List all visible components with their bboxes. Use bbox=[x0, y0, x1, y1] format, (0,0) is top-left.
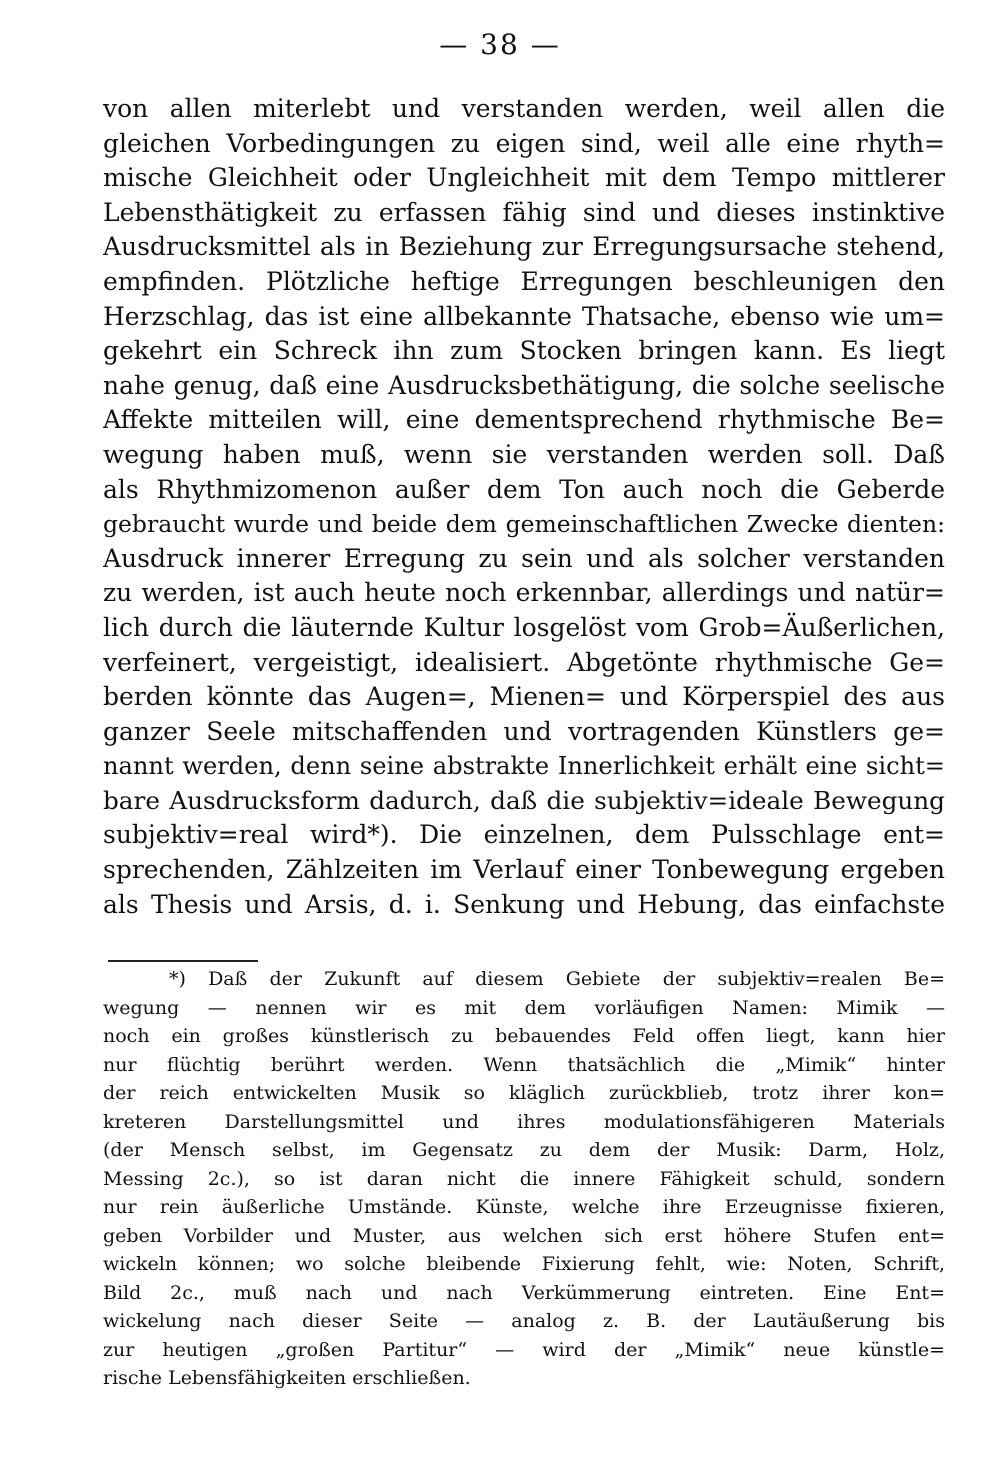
text-line: sprechenden, Zählzeiten im Verlauf einer Tonbewegung ergeben bbox=[103, 855, 945, 885]
footnote-line: noch ein großes künstlerisch zu bebauendes Feld offen liegt, kann hier bbox=[103, 1025, 945, 1047]
text-line: Herzschlag, das ist eine allbekannte Thatsache, ebenso wie um= bbox=[103, 301, 945, 331]
text-line: Affekte mitteilen will, eine dementsprechend rhythmische Be= bbox=[103, 405, 945, 435]
text-line: lich durch die läuternde Kultur losgelöst vom Grob=Äußerlichen, bbox=[103, 612, 945, 642]
footnote-line: Messing 2c.), so ist daran nicht die innere Fähigkeit schuld, sondern bbox=[103, 1167, 945, 1190]
text-line: empfinden. Plötzliche heftige Erregungen beschleunigen den bbox=[103, 266, 945, 296]
footnote-divider bbox=[108, 960, 258, 962]
text-line: Ausdruck innerer Erregung zu sein und als solcher verstanden bbox=[103, 543, 945, 573]
text-line: Lebensthätigkeit zu erfassen fähig sind und dieses instinktive bbox=[103, 197, 945, 227]
text-line: wegung haben muß, wenn sie verstanden werden soll. Daß bbox=[103, 439, 945, 469]
text-line: nannt werden, denn seine abstrakte Innerlichkeit erhält eine sicht= bbox=[103, 752, 945, 781]
footnote-line: nur rein äußerliche Umstände. Künste, welche ihre Erzeugnisse fixieren, bbox=[103, 1196, 945, 1218]
text-line: Ausdrucksmittel als in Beziehung zur Erregungsursache stehend, bbox=[103, 232, 945, 262]
page-number: — 38 — bbox=[439, 28, 561, 61]
footnote-line: (der Mensch selbst, im Gegensatz zu dem der Musik: Darm, Holz, bbox=[103, 1139, 945, 1161]
text-line: gekehrt ein Schreck ihn zum Stocken bringen kann. Es liegt bbox=[103, 336, 945, 366]
main-text bbox=[103, 92, 945, 922]
footnote-line: wickelung nach dieser Seite — analog z. B. der Lautäußerung bis bbox=[103, 1310, 945, 1332]
text-line: als Thesis und Arsis, d. i. Senkung und Hebung, das einfachste bbox=[103, 889, 945, 919]
text-line: ganzer Seele mitschaffenden und vortragenden Künstlers ge= bbox=[103, 716, 945, 746]
text-line: zu werden, ist auch heute noch erkennbar, allerdings und natür= bbox=[103, 578, 945, 608]
text-line: nahe genug, daß eine Ausdrucksbethätigung, die solche seelische bbox=[103, 370, 945, 400]
text-line: gleichen Vorbedingungen zu eigen sind, weil alle eine rhyth= bbox=[103, 128, 945, 158]
footnote-line: der reich entwickelten Musik so kläglich zurückblieb, trotz ihrer kon= bbox=[103, 1082, 945, 1104]
text-line: verfeinert, vergeistigt, idealisiert. Abgetönte rhythmische Ge= bbox=[103, 647, 945, 677]
text-line: bare Ausdrucksform dadurch, daß die subjektiv=ideale Bewegung bbox=[103, 785, 945, 815]
text-line: gebraucht wurde und beide dem gemeinschaftlichen Zwecke dienten: bbox=[103, 510, 945, 539]
text-line: von allen miterlebt und verstanden werden, weil allen die bbox=[103, 94, 945, 123]
footnote-line: kreteren Darstellungsmittel und ihres modulationsfähigeren Materials bbox=[103, 1110, 945, 1133]
footnote-line: wickeln können; wo solche bleibende Fixierung fehlt, wie: Noten, Schrift, bbox=[103, 1253, 945, 1275]
text-line: subjektiv=real wird*). Die einzelnen, dem Pulsschlage ent= bbox=[103, 820, 945, 850]
footnote bbox=[103, 965, 945, 1393]
footnote-line: *) Daß der Zukunft auf diesem Gebiete der subjektiv=realen Be= bbox=[169, 968, 945, 990]
footnote-line: zur heutigen „großen Partitur“ — wird der „Mimik“ neue künstle= bbox=[103, 1338, 945, 1361]
footnote-line: nur flüchtig berührt werden. Wenn thatsächlich die „Mimik“ hinter bbox=[103, 1053, 945, 1076]
text-line: berden könnte das Augen=, Mienen= und Körperspiel des aus bbox=[103, 682, 945, 712]
text-line: mische Gleichheit oder Ungleichheit mit dem Tempo mittlerer bbox=[103, 163, 945, 193]
footnote-line: rische Lebensfähigkeiten erschließen. bbox=[103, 1367, 471, 1389]
footnote-line: Bild 2c., muß nach und nach Verkümmerung eintreten. Eine Ent= bbox=[103, 1281, 945, 1304]
footnote-line: wegung — nennen wir es mit dem vorläufigen Namen: Mimik — bbox=[103, 996, 945, 1019]
text-line: als Rhythmizomenon außer dem Ton auch noch die Geberde bbox=[103, 474, 945, 504]
footnote-line: geben Vorbilder und Muster, aus welchen sich erst höhere Stufen ent= bbox=[103, 1224, 945, 1247]
